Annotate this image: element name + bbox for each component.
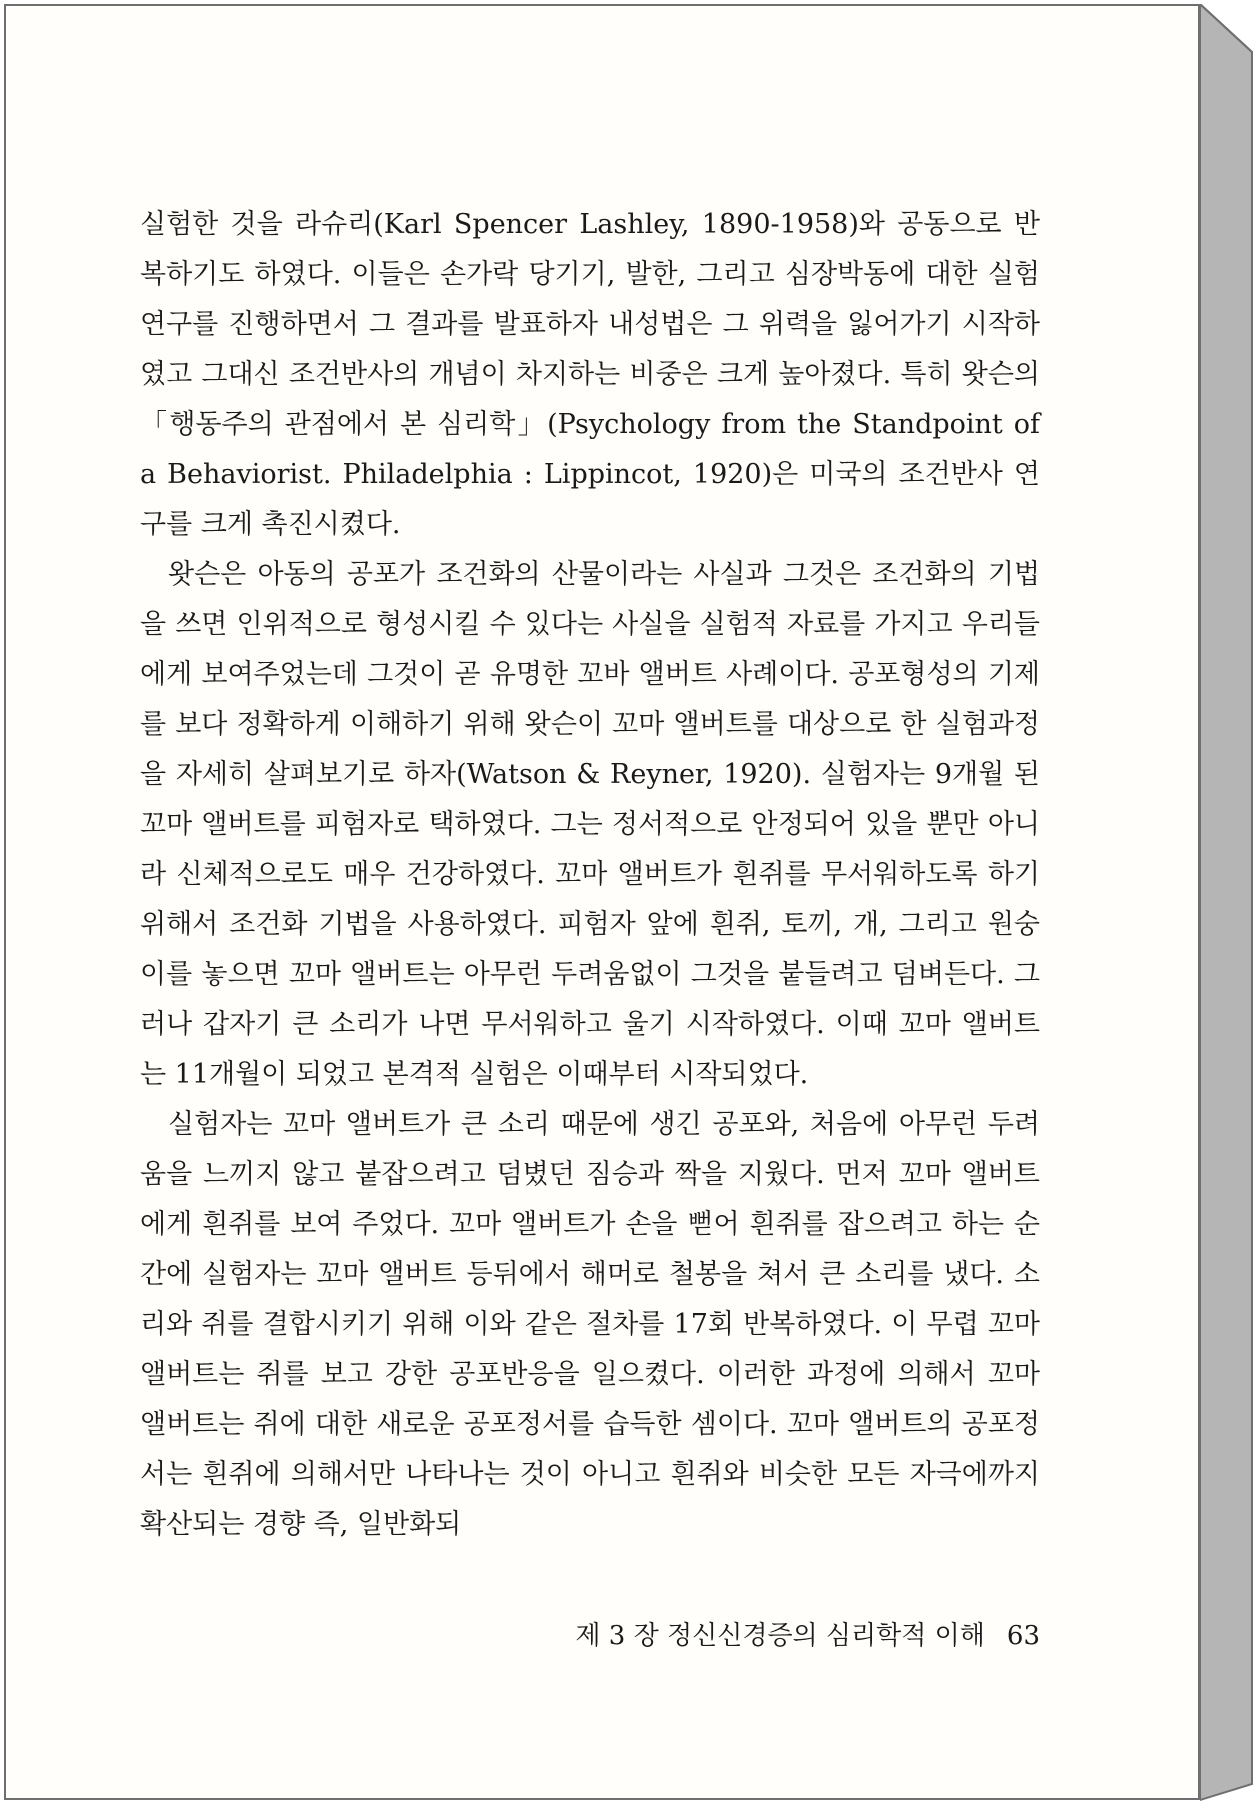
page-footer [540,1618,1040,1654]
page-number: 63 [1006,1621,1040,1651]
paragraph-3: 실험자는 꼬마 앨버트가 큰 소리 때문에 생긴 공포와, 처음에 아무런 두려움을 느끼지 않고 붙잡으려고 덤볐던 짐승과 짝을 지웠다. 먼저 꼬마 앨버트에게 흰쥐를 보여 주었다. 꼬마 앨버트가 손을 뻗어 흰쥐를 잡으려고 하는 순간에 실험자는 꼬마 앨버트 등뒤에서 해머로 철봉을 쳐서 큰 소리를 냈다. 소리와 쥐를 결합시키기 위해 이와 같은 절차를 17회 반복하였다. 이 무렵 꼬마 앨버트는 쥐를 보고 강한 공포반응을 일으켰다. 이러한 과정에 의해서 꼬마 앨버트는 쥐에 대한 새로운 공포정서를 습득한 셈이다. 꼬마 앨버트의 공포정서는 흰쥐에 의해서만 나타나는 것이 아니고 흰쥐와 비슷한 모든 자극에까지 확산되는 경향 즉, 일반화되 [140,1109,1040,1540]
paragraph-1: 실험한 것을 라슈리(Karl Spencer Lashley, 1890-1958)와 공동으로 반복하기도 하였다. 이들은 손가락 당기기, 발한, 그리고 심장박동에 대한 실험연구를 진행하면서 그 결과를 발표하자 내성법은 그 위력을 잃어가기 시작하였고 그대신 조건반사의 개념이 차지하는 비중은 크게 높아졌다. 특히 왓슨의 「행동주의 관점에서 본 심리학」(Psychology from the Standpoint of a Behaviorist. Philadelphia : Lippincot, 1920)은 미국의 조건반사 연구를 크게 촉진시켰다. [140,209,1040,540]
page-edge-icon [1200,4,1260,1804]
paragraph-2: 왓슨은 아동의 공포가 조건화의 산물이라는 사실과 그것은 조건화의 기법을 쓰면 인위적으로 형성시킬 수 있다는 사실을 실험적 자료를 가지고 우리들에게 보여주었는데 그것이 곧 유명한 꼬바 앨버트 사례이다. 공포형성의 기제를 보다 정확하게 이해하기 위해 왓슨이 꼬마 앨버트를 대상으로 한 실험과정을 자세히 살펴보기로 하자(Watson & Reyner, 1920). 실험자는 9개월 된 꼬마 앨버트를 피험자로 택하였다. 그는 정서적으로 안정되어 있을 뿐만 아니라 신체적으로도 매우 건강하였다. 꼬마 앨버트가 흰쥐를 무서워하도록 하기 위해서 조건화 기법을 사용하였다. 피험자 앞에 흰쥐, 토끼, 개, 그리고 원숭이를 놓으면 꼬마 앨버트는 아무런 두려움없이 그것을 붙들려고 덤벼든다. 그러나 갑자기 큰 소리가 나면 무서워하고 울기 시작하였다. 이때 꼬마 앨버트는 11개월이 되었고 본격적 실험은 이때부터 시작되었다. [140,559,1040,1090]
chapter-title: 제 3 장 정신신경증의 심리학적 이해 [575,1621,985,1651]
body-text [140,200,1040,1550]
